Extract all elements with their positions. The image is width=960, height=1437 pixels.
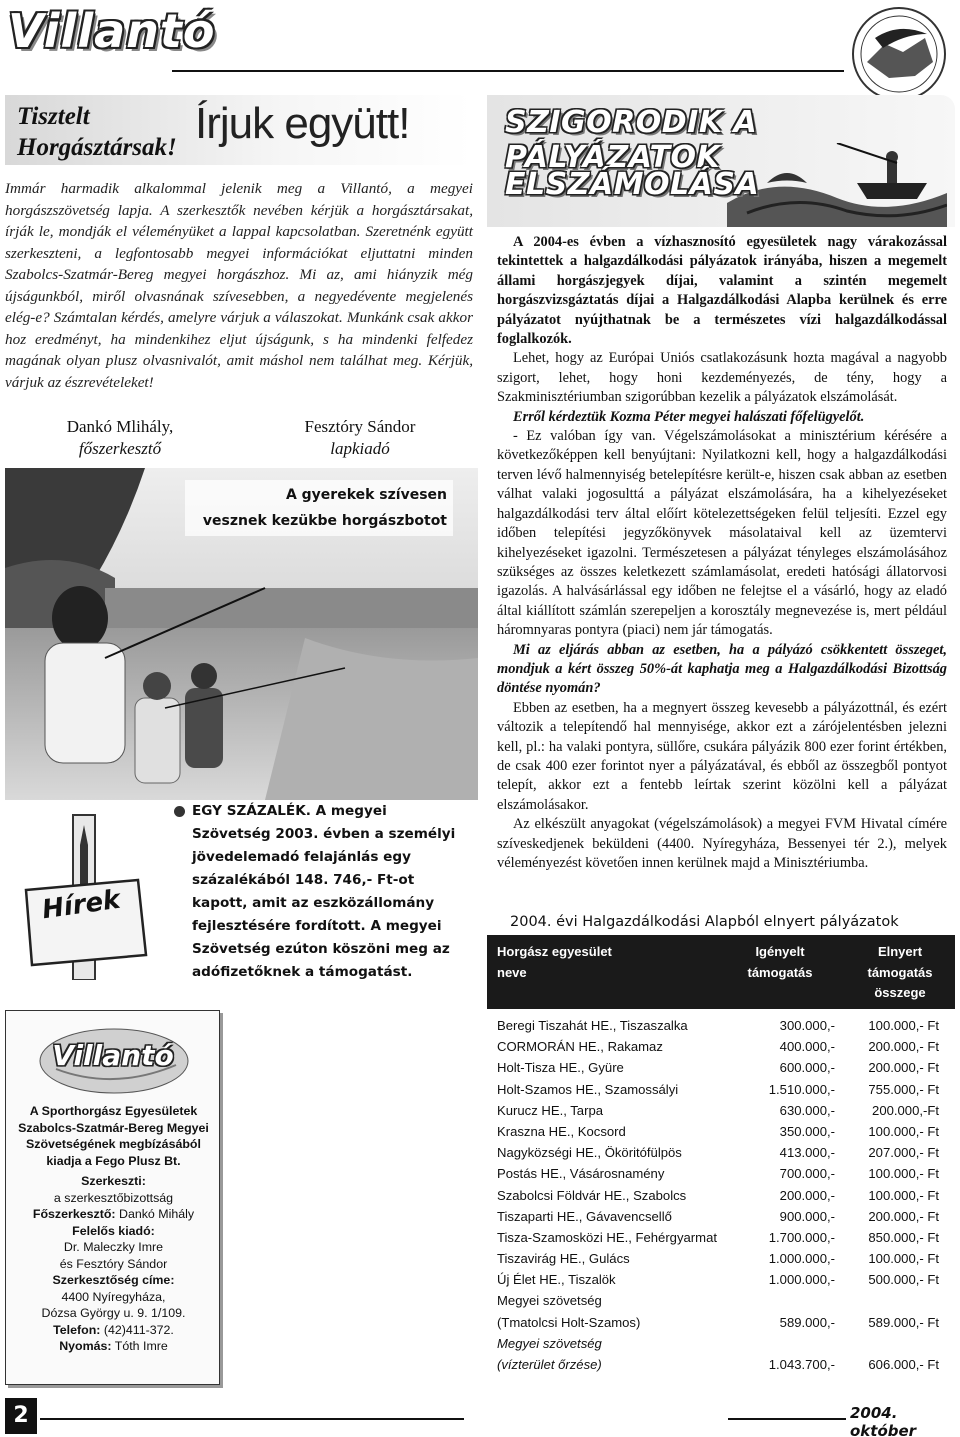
cell-club-name: Tiszaparti HE., Gávavencsellő <box>497 1208 672 1224</box>
cell-won: 207.000,- Ft <box>868 1145 939 1161</box>
cell-requested: 630.000,- <box>779 1102 835 1118</box>
grants-table-body <box>497 1015 952 1375</box>
cell-requested: 200.000,- <box>779 1187 835 1203</box>
table-row <box>497 1354 952 1375</box>
header-won-line-3: összege <box>874 985 926 1000</box>
imprint-publisher-label: Felelős kiadó: <box>72 1223 155 1238</box>
table-row <box>497 1121 952 1142</box>
cell-club-name: Postás HE., Vásárosnamény <box>497 1166 665 1182</box>
table-row <box>497 1248 952 1269</box>
intro-body: Immár harmadik alkalommal jelenik meg a Villantó, a megyei horgászszövetség lapja. A szerkesztők nevében kérjük a horgásztársakat, írják le, mondják el véleményüket a lappal kapcsolatban. Szeretnénk együtt szerkeszteni, a legfontosabb megyei információkat eljuttatni minden Szabolcs-Szatmár-Bereg megyei horgászhoz. Mi az, ami hiányzik még újságunkból, miről olvasnának szívesebben, a negyedévente megjelenés elég-e? Számtalan kérdés, amelyre várjuk a válaszokat. Munkánk csak akkor hoz eredményt, ha mindenkihez eljut újságunk, s ha mindenki felfedez magának olyan plusz olvasnivalót, amit máshol nem találhat meg. Kérjük, várjuk az észrevételeket! <box>5 180 473 391</box>
cell-requested: 589.000,- <box>779 1314 835 1330</box>
cell-requested: 1.700.000,- <box>768 1229 835 1245</box>
article-header <box>487 95 955 227</box>
cell-won: 200.000,-Ft <box>872 1102 939 1118</box>
header-rule <box>172 70 844 72</box>
photo-caption-line-1: A gyerekek szívesen <box>285 487 447 503</box>
cell-won: 100.000,- Ft <box>868 1018 939 1033</box>
imprint-box <box>5 1010 220 1385</box>
header-requested <box>725 942 835 983</box>
article-question-1: Erről kérdeztük Kozma Péter megyei halászati főfelügyelőt. <box>513 408 865 425</box>
masthead-logo <box>8 4 216 74</box>
cell-club-name: Tiszavirág HE., Gulács <box>497 1251 630 1267</box>
header-won <box>845 942 955 1004</box>
salutation-line-1: Tisztelt <box>17 103 90 130</box>
cell-won: 589.000,- Ft <box>868 1314 939 1330</box>
article-title-line-1: SZIGORODIK A PÁLYÁZATOK <box>505 105 758 175</box>
salutation <box>17 101 177 163</box>
signature-publisher-name: Fesztóry Sándor <box>304 417 416 436</box>
signature-editor-name: Dankó Mlihály, <box>66 417 174 436</box>
table-row <box>497 1333 952 1354</box>
table-row <box>497 1163 952 1184</box>
table-row <box>497 1206 952 1227</box>
table-row <box>497 1290 952 1311</box>
imprint-chief <box>6 1206 221 1223</box>
table-row <box>497 1142 952 1163</box>
article-lead: A 2004-es évben a vízhasznosító egyesületek nagy várakozással tekintettek a halgazdálkodási pályázatok irányába, hiszen a megemelt állami horgászjegyek díjai, valamint a szintén megemelt horgászvizsgáztatás díjai a Halgazdálkodási Alapba kerülnek és erre pályázatot nyújthatnak be a természetes vízi halgazdálkodással foglalkozók. <box>497 234 947 348</box>
cell-club-name: (Tmatolcsi Holt-Szamos) <box>497 1314 641 1330</box>
cell-won: 606.000,- Ft <box>868 1357 939 1372</box>
table-row <box>497 1185 952 1206</box>
footer-rule-left <box>40 1418 464 1420</box>
imprint-logo-title: Villantó <box>52 1039 174 1072</box>
table-row <box>497 1100 952 1121</box>
cell-won: 755.000,- Ft <box>868 1081 939 1097</box>
table-row <box>497 1227 952 1248</box>
cell-won: 500.000,- Ft <box>868 1272 939 1288</box>
signature-editor <box>30 416 210 460</box>
cell-requested: 700.000,- <box>779 1166 835 1182</box>
intro-title: Írjuk együtt! <box>195 99 410 148</box>
photo-caption <box>185 480 453 536</box>
cell-won: 100.000,- Ft <box>868 1166 939 1182</box>
table-row <box>497 1269 952 1290</box>
grants-table-header <box>487 935 955 1009</box>
header-won-line-1: Elnyert <box>877 944 923 959</box>
table-row <box>497 1312 952 1333</box>
cell-requested: 413.000,- <box>779 1145 835 1161</box>
cell-requested: 1.000.000,- <box>768 1272 835 1288</box>
table-row <box>497 1057 952 1078</box>
article-body <box>497 233 947 873</box>
imprint-print-value: Tóth Imre <box>114 1339 168 1353</box>
article-paragraph-3: Ebben az esetben, ha a megnyert összeg kevesebb a pályázottnál, és ezért változik a telepítendő hal mennyisége, akkor ezt a zárójelentésben jelezni kell, pl.: ha valaki pontyra, süllőre, csukára pályázik 800 ezer forint értékben, de csak 400 ezer forintot nyer a pályázatával, és ebből az összegből pontyot telepít, akkor ezt a fentebb leírtak szerint közölni kell a pályázat elszámolásakor. <box>497 699 947 813</box>
article-paragraph-1: Lehet, hogy az Európai Uniós csatlakozásunk hozta magával a nagyobb szigort, lehet, hogy honi kezdeményezés, de tény, hogy a Szakminisztériumban szigorúbban kezelik a pályázatok elszámolását. <box>497 350 947 406</box>
fishing-boat-illustration <box>727 143 947 227</box>
cell-won: 200.000,- Ft <box>868 1060 939 1076</box>
cell-requested: 300.000,- <box>779 1018 835 1033</box>
cell-requested: 900.000,- <box>779 1208 835 1224</box>
imprint-address-2: Dózsa György u. 9. 1/109. <box>41 1306 186 1320</box>
imprint-address-1: 4400 Nyíregyháza, <box>61 1289 166 1304</box>
imprint-publisher-value-1: Dr. Maleczky Imre <box>63 1240 164 1254</box>
news-bullet-icon <box>174 806 185 817</box>
cell-requested: 1.510.000,- <box>768 1081 835 1097</box>
cell-club-name: Holt-Tisza HE., Gyüre <box>497 1060 624 1076</box>
article-title-line-2: ELSZÁMOLÁSA <box>505 167 760 202</box>
signature-editor-role: főszerkesztő <box>78 439 162 458</box>
cell-club-name: Megyei szövetség <box>497 1335 602 1351</box>
imprint-line-3: Szövetségének megbízásából <box>26 1137 201 1151</box>
table-row <box>497 1036 952 1057</box>
cell-club-name: Kurucz HE., Tarpa <box>497 1102 604 1118</box>
cell-requested: 350.000,- <box>779 1123 835 1139</box>
imprint-chief-value: Dankó Mihály <box>119 1207 195 1221</box>
header-won-line-2: támogatás <box>867 964 933 980</box>
cell-won: 100.000,- Ft <box>868 1123 939 1139</box>
federation-logo-icon <box>845 4 953 104</box>
imprint-line-4: kiadja a Fego Plusz Bt. <box>46 1153 181 1168</box>
header-club-line-1: Horgász egyesület <box>497 944 612 959</box>
page-number: 2 <box>5 1398 37 1434</box>
header-club-line-2: neve <box>497 964 527 980</box>
header-requested-line-2: támogatás <box>747 964 813 980</box>
cell-requested: 600.000,- <box>779 1060 835 1076</box>
signature-publisher-role: lapkiadó <box>330 439 390 458</box>
news-sign-label: Hírek <box>40 884 123 926</box>
imprint-phone-label: Telefon: <box>53 1322 101 1337</box>
cell-club-name: (vízterület őrzése) <box>497 1357 602 1372</box>
imprint-address-label: Szerkesztőség címe: <box>52 1273 175 1287</box>
table-row <box>497 1079 952 1100</box>
cell-club-name: Holt-Szamos HE., Szamossályi <box>497 1081 679 1097</box>
imprint-print-label: Nyomás: <box>59 1339 112 1353</box>
cell-won: 200.000,- Ft <box>868 1039 939 1055</box>
cell-requested: 1.043.700,- <box>768 1357 835 1372</box>
salutation-line-2: Horgásztársak! <box>17 134 177 161</box>
imprint-editor-value: a szerkesztőbizottság <box>53 1190 174 1205</box>
imprint-phone <box>6 1322 221 1339</box>
cell-club-name: Nagyközségi HE., Ököritófülpös <box>497 1145 682 1161</box>
table-row <box>497 1015 952 1036</box>
signature-publisher <box>270 416 450 460</box>
imprint-editor-label: Szerkeszti: <box>81 1174 146 1188</box>
cell-requested: 1.000.000,- <box>768 1251 835 1267</box>
cell-won: 100.000,- Ft <box>868 1251 939 1267</box>
intro-header <box>5 95 472 165</box>
news-text: EGY SZÁZALÉK. A megyei Szövetség 2003. évben a személyi jövedelemadó felajánlás egy százalékából 148. 746,- Ft-ot kapott, amit az eszközállomány fejlesztésére fordított. A megyei Szövetség ezúton köszöni meg az adófizetőknek a támogatást. <box>192 803 456 980</box>
issue-date: 2004. október <box>850 1404 917 1437</box>
cell-club-name: Szabolcsi Földvár HE., Szabolcs <box>497 1187 687 1203</box>
cell-club-name: Megyei szövetség <box>497 1293 602 1309</box>
header-requested-line-1: Igényelt <box>755 944 805 959</box>
imprint-lines <box>6 1103 221 1355</box>
imprint-phone-value: (42)411-372. <box>103 1322 174 1337</box>
cell-requested: 400.000,- <box>779 1039 835 1055</box>
imprint-chief-label: Főszerkesztő: <box>32 1207 116 1221</box>
photo-caption-line-2: vesznek kezükbe horgászbotot <box>202 513 447 529</box>
article-question-2: Mi az eljárás abban az esetben, ha a pályázó csökkentett összeget, mondjuk a kért összeg 50%-át kaphatja meg a Halgazdálkodási Bizottság döntése nyomán? <box>497 641 947 697</box>
imprint-publisher-value-2: és Fesztóry Sándor <box>59 1256 168 1271</box>
imprint-line-2: Szabolcs-Szatmár-Bereg Megyei <box>18 1120 209 1135</box>
header-club-name <box>497 942 717 983</box>
article-paragraph-2: - Ez valóban így van. Végelszámolásokat a minisztérium kérésére a következőképpen kell benyújtani: Nyilatkozni kell, hogy a halgazdálkodási terven lévő halmennyiség betelepítésre került-e, hiszen csak abban az esetben válhat valaki jogosulttá a pályázat elszámolására, ha a kihelyezéseket halgazdálkodási terv által előírt kötelezettségeken felül teljesíti. Ezzel egy időben telepítési jegyzőkönyvek másolataival kell az üzemtervi kihelyezéseket igazolni. Természetesen a pályázat tényleges elszámolásához szükséges az összes keletkezett számlamásolat, eredeti hatósági állatorvosi igazolás. A halvásárlással egy időben ne felejtse el a vásárló, hogy az eladó által kiállított számlán szerepeljen a korosztály megnevezése is, mert például háromnyaras pontyra (piaci) nem jár támogatás. <box>497 428 947 639</box>
cell-club-name: Tisza-Szamosközi HE., Fehérgyarmat <box>497 1229 717 1245</box>
imprint-line-1: A Sporthorgász Egyesületek <box>29 1104 198 1118</box>
footer-rule-right <box>728 1418 846 1420</box>
cell-won: 200.000,- Ft <box>868 1208 939 1224</box>
masthead-title: Villantó <box>8 4 216 58</box>
cell-club-name: Új Élet HE., Tiszalök <box>497 1272 616 1288</box>
imprint-print <box>6 1338 221 1355</box>
cell-club-name: CORMORÁN HE., Rakamaz <box>497 1039 663 1055</box>
cell-won: 100.000,- Ft <box>868 1187 939 1203</box>
cell-club-name: Beregi Tiszahát HE., Tiszaszalka <box>497 1018 688 1033</box>
article-paragraph-4: Az elkészült anyagokat (végelszámolások) a megyei FVM Hivatal címére szíveskedjenek beküldeni (4400. Nyíregyháza, Bessenyei tér 2.), melyek véleményezést követően innen kerülnek majd a Minisztériumba. <box>497 816 947 871</box>
cell-club-name: Kraszna HE., Kocsord <box>497 1123 626 1139</box>
grants-table-title: 2004. évi Halgazdálkodási Alapból elnyert pályázatok <box>510 914 899 930</box>
cell-won: 850.000,- Ft <box>868 1229 939 1245</box>
